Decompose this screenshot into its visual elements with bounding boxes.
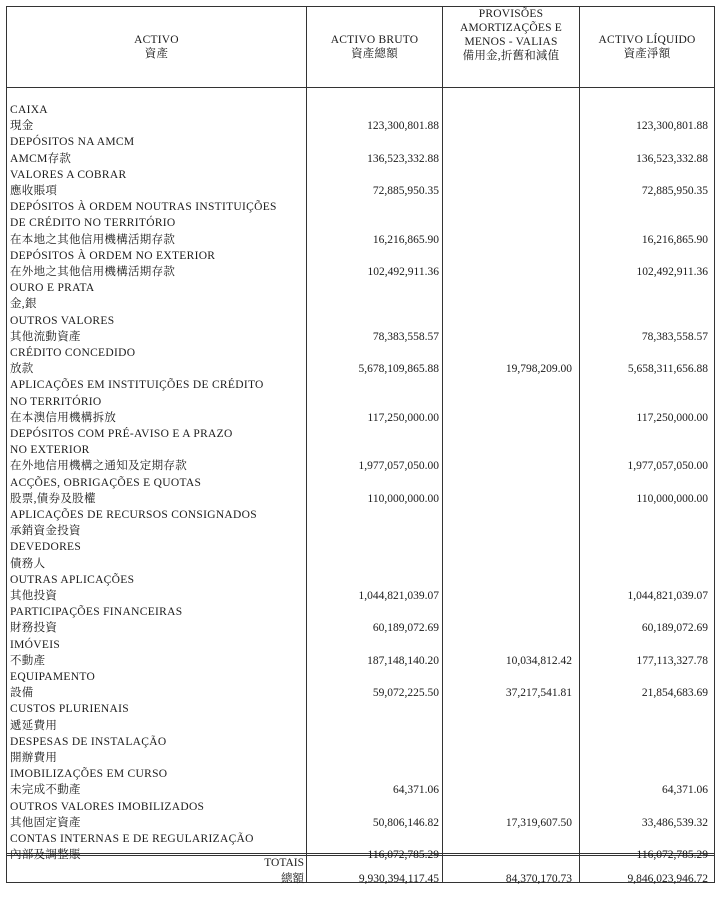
row-label-pt: [7, 345, 714, 361]
value-liquido: 21,854,683.69: [641, 687, 708, 700]
value-bruto: 117,250,000.00: [367, 411, 439, 424]
value-provisoes: 17,319,607.50: [505, 816, 572, 829]
item-label-zh: 未完成不動產: [10, 784, 81, 797]
item-label-pt: IMOBILIZAÇÕES EM CURSO: [10, 768, 168, 781]
totals-provisoes: 84,370,170.73: [505, 873, 572, 885]
row-label-pt: [7, 734, 714, 750]
value-bruto: 102,492,911.36: [367, 266, 439, 278]
row-label-pt: [7, 475, 714, 491]
row-label-pt: [7, 280, 714, 296]
row-label-pt: [7, 604, 714, 620]
value-liquido: 16,216,865.90: [641, 233, 708, 246]
item-label-pt: DE CRÉDITO NO TERRITÓRIO: [10, 217, 176, 230]
value-liquido: 123,300,801.88: [636, 120, 708, 133]
table-row: [7, 782, 714, 798]
header-activo: [7, 7, 306, 87]
table-row: [7, 718, 714, 734]
item-label-pt: OUTROS VALORES: [10, 314, 115, 327]
row-label-pt: [7, 426, 714, 442]
table-row: [7, 556, 714, 572]
item-label-zh: 其他固定資產: [10, 816, 81, 829]
row-label-pt: [7, 134, 714, 150]
table-row: [7, 264, 714, 280]
balance-sheet-table: [6, 6, 715, 883]
item-label-zh: 財務投資: [10, 622, 58, 635]
table-row: [7, 620, 714, 636]
value-bruto: 1,044,821,039.07: [358, 590, 439, 602]
value-liquido: 110,000,000.00: [636, 492, 708, 505]
item-label-zh: 內部及調整賬: [10, 849, 81, 862]
header-provisoes-pt2: AMORTIZAÇÕES E: [459, 22, 563, 34]
item-label-zh: 金,銀: [10, 298, 37, 311]
row-label-pt: [7, 539, 714, 555]
row-label-pt: [7, 701, 714, 717]
item-label-zh: 應收賬項: [10, 185, 58, 197]
totals-label-pt: TOTAIS: [264, 857, 304, 869]
item-label-pt: APLICAÇÕES DE RECURSOS CONSIGNADOS: [10, 509, 257, 521]
totals-row-label-pt: [7, 855, 714, 871]
row-label-pt: [7, 167, 714, 183]
row-label-pt: [7, 442, 714, 458]
header-activo-zh: 資產: [144, 48, 169, 60]
item-label-pt: PARTICIPAÇÕES FINANCEIRAS: [10, 606, 183, 619]
value-bruto: 50,806,146.82: [372, 816, 439, 829]
item-label-zh: 在外地信用機構之通知及定期存款: [10, 460, 187, 473]
item-label-pt: OUTRAS APLICAÇÕES: [10, 573, 135, 586]
header-activo-pt: ACTIVO: [134, 34, 179, 46]
table-row: [7, 458, 714, 474]
table-row: [7, 296, 714, 312]
header-liquido-pt: ACTIVO LÍQUIDO: [598, 34, 696, 46]
item-label-pt: CAIXA: [10, 104, 48, 116]
totals-liquido: 9,846,023,946.72: [627, 873, 708, 885]
table-row: [7, 151, 714, 167]
value-bruto: 60,189,072.69: [372, 622, 439, 635]
header-provisoes-zh: 備用金,折舊和減值: [462, 50, 560, 62]
item-label-pt: DEPÓSITOS NA AMCM: [10, 136, 135, 149]
row-label-pt: [7, 669, 714, 685]
item-label-pt: NO EXTERIOR: [10, 444, 90, 457]
value-bruto: 136,523,332.88: [367, 152, 439, 165]
header-bruto: [307, 7, 442, 87]
value-liquido: 78,383,558.57: [641, 330, 708, 343]
table-row: [7, 815, 714, 831]
value-bruto: 116,072,785.29: [367, 849, 439, 862]
table-row: [7, 232, 714, 248]
item-label-pt: CONTAS INTERNAS E DE REGULARIZAÇÃO: [10, 833, 254, 845]
header-bruto-zh: 資產總額: [351, 48, 398, 60]
item-label-zh: 設備: [10, 687, 34, 700]
item-label-zh: 債務人: [10, 557, 46, 570]
row-label-pt: [7, 831, 714, 847]
value-bruto: 1,977,057,050.00: [358, 460, 439, 473]
item-label-zh: 承銷資金投資: [10, 525, 81, 538]
header-provisoes: [443, 7, 579, 87]
value-liquido: 60,189,072.69: [641, 622, 708, 635]
row-label-pt: [7, 572, 714, 588]
item-label-pt: APLICAÇÕES EM INSTITUIÇÕES DE CRÉDITO: [10, 379, 264, 392]
table-row: [7, 361, 714, 377]
table-row: [7, 653, 714, 669]
item-label-zh: 在本澳信用機構拆放: [10, 411, 117, 424]
row-label-pt: [7, 102, 714, 118]
value-liquido: 33,486,539.32: [641, 816, 708, 829]
value-liquido: 5,658,311,656.88: [627, 363, 708, 376]
value-liquido: 1,977,057,050.00: [627, 460, 708, 473]
value-liquido: 102,492,911.36: [636, 266, 708, 278]
item-label-zh: 遞延費用: [10, 719, 58, 732]
value-liquido: 117,250,000.00: [636, 411, 708, 424]
item-label-pt: DEVEDORES: [10, 541, 82, 554]
value-bruto: 110,000,000.00: [367, 492, 439, 505]
row-label-pt: [7, 199, 714, 215]
item-label-pt: NO TERRITÓRIO: [10, 395, 102, 408]
value-bruto: 123,300,801.88: [367, 120, 439, 133]
item-label-zh: AMCM存款: [10, 152, 72, 165]
item-label-pt: EQUIPAMENTO: [10, 671, 96, 683]
value-bruto: 78,383,558.57: [372, 330, 439, 343]
row-label-pt: [7, 394, 714, 410]
item-label-zh: 在本地之其他信用機構活期存款: [10, 233, 176, 246]
item-label-pt: DESPESAS DE INSTALAÇÃO: [10, 735, 167, 748]
row-label-pt: [7, 248, 714, 264]
item-label-zh: 開辦費用: [10, 752, 58, 764]
item-label-zh: 在外地之其他信用機構活期存款: [10, 266, 176, 278]
item-label-pt: DEPÓSITOS À ORDEM NOUTRAS INSTITUIÇÕES: [10, 201, 277, 214]
item-label-pt: OURO E PRATA: [10, 282, 95, 295]
table-row: [7, 410, 714, 426]
row-label-pt: [7, 799, 714, 815]
item-label-pt: DEPÓSITOS COM PRÉ-AVISO E A PRAZO: [10, 428, 233, 440]
value-liquido: 72,885,950.35: [641, 185, 708, 197]
totals-row: [7, 871, 714, 887]
header-bruto-pt: ACTIVO BRUTO: [330, 34, 419, 46]
table-row: [7, 750, 714, 766]
table-row: [7, 588, 714, 604]
header-liquido: [580, 7, 714, 87]
item-label-pt: ACÇÕES, OBRIGAÇÕES E QUOTAS: [10, 476, 202, 489]
value-liquido: 64,371.06: [662, 784, 708, 797]
value-provisoes: 19,798,209.00: [505, 363, 572, 376]
item-label-pt: VALORES A COBRAR: [10, 168, 127, 181]
value-bruto: 5,678,109,865.88: [358, 363, 439, 376]
value-bruto: 72,885,950.35: [372, 185, 439, 197]
value-bruto: 16,216,865.90: [372, 233, 439, 246]
table-row: [7, 118, 714, 134]
row-label-pt: [7, 313, 714, 329]
header-liquido-zh: 資產淨額: [623, 48, 671, 60]
item-label-zh: 不動產: [10, 654, 46, 667]
totals-label-zh: 總額: [281, 873, 304, 885]
item-label-pt: CUSTOS PLURIENAIS: [10, 703, 129, 716]
value-provisoes: 37,217,541.81: [505, 687, 572, 700]
item-label-zh: 其他流動資產: [10, 330, 81, 343]
row-label-pt: [7, 215, 714, 231]
item-label-zh: 放款: [10, 363, 34, 376]
value-bruto: 59,072,225.50: [372, 687, 439, 700]
item-label-pt: CRÉDITO CONCEDIDO: [10, 347, 136, 359]
header-divider: [7, 87, 714, 88]
item-label-zh: 其他投資: [10, 590, 58, 602]
header-provisoes-pt1: PROVISÕES: [478, 8, 544, 20]
item-label-zh: 現金: [10, 120, 34, 133]
totals-bruto: 9,930,394,117.45: [358, 873, 439, 885]
table-row: [7, 685, 714, 701]
value-bruto: 187,148,140.20: [367, 654, 439, 667]
value-liquido: 116,072,785.29: [636, 849, 708, 862]
header-provisoes-pt3: MENOS - VALIAS: [464, 36, 558, 48]
value-liquido: 136,523,332.88: [636, 152, 708, 165]
row-label-pt: [7, 507, 714, 523]
table-row: [7, 523, 714, 539]
value-liquido: 177,113,327.78: [636, 654, 708, 667]
row-label-pt: [7, 766, 714, 782]
row-label-pt: [7, 377, 714, 393]
row-label-pt: [7, 637, 714, 653]
item-label-pt: DEPÓSITOS À ORDEM NO EXTERIOR: [10, 249, 216, 262]
table-row: [7, 329, 714, 345]
item-label-zh: 股票,債券及股權: [10, 492, 96, 505]
item-label-pt: OUTROS VALORES IMOBILIZADOS: [10, 800, 205, 813]
value-liquido: 1,044,821,039.07: [627, 590, 708, 602]
item-label-pt: IMÓVEIS: [10, 638, 61, 651]
table-row: [7, 183, 714, 199]
value-provisoes: 10,034,812.42: [505, 654, 572, 667]
value-bruto: 64,371.06: [393, 784, 439, 797]
table-row: [7, 491, 714, 507]
